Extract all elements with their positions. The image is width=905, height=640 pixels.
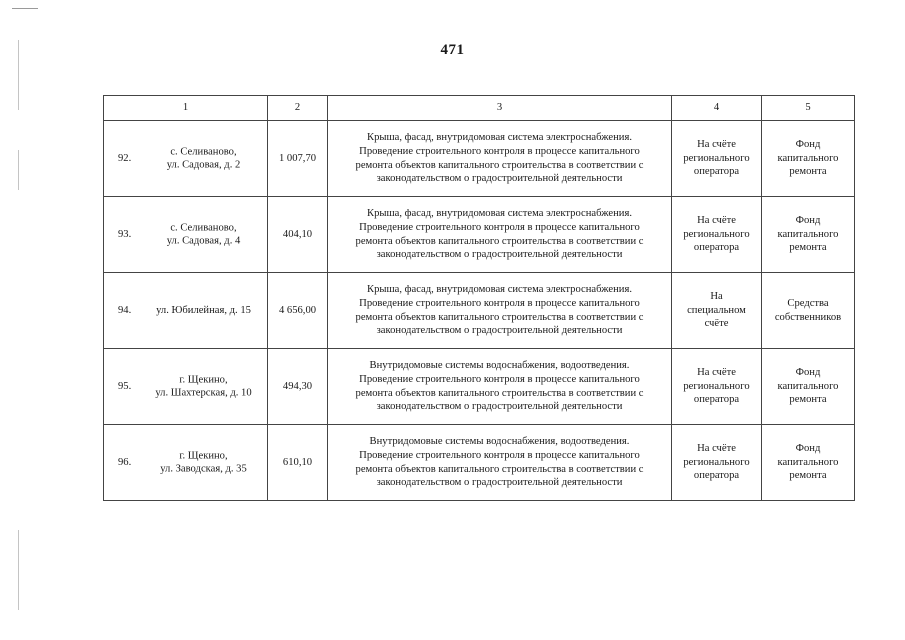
funding-source-cell — [762, 349, 855, 425]
works-cell — [328, 121, 672, 197]
text-line: Проведение строительного контроля в процессе капитального — [359, 449, 640, 461]
works-cell — [328, 197, 672, 273]
text-line: специальном — [687, 304, 746, 316]
area-cell: 404,10 — [268, 197, 328, 273]
scan-mark — [18, 530, 19, 610]
row-number: 93. — [118, 228, 132, 240]
table-row — [104, 273, 855, 349]
text-line: ремонта — [789, 470, 827, 482]
funding-source-cell — [762, 121, 855, 197]
column-header: 2 — [268, 96, 328, 121]
text-line: На — [710, 291, 723, 303]
text-line: Проведение строительного контроля в процессе капитального — [359, 297, 640, 309]
text-line: ул. Садовая, д. 4 — [166, 235, 241, 247]
address-cell — [104, 349, 268, 425]
address-cell — [104, 121, 268, 197]
text-line: Крыша, фасад, внутридомовая система электроснабжения. — [367, 132, 632, 144]
table-row — [104, 349, 855, 425]
row-number: 92. — [118, 152, 132, 164]
text-line: г. Щекино, — [179, 373, 228, 385]
text-line: ул. Садовая, д. 2 — [166, 159, 241, 171]
text-line: регионального — [683, 456, 750, 468]
text-line: Средства — [787, 297, 829, 309]
funding-source-cell — [762, 197, 855, 273]
area-cell: 610,10 — [268, 425, 328, 501]
address — [146, 373, 261, 400]
table-body — [104, 121, 855, 501]
text-line: Фонд — [795, 443, 821, 455]
text-line: ремонта объектов капитального строительства в соответствии с — [355, 311, 644, 323]
address — [146, 221, 261, 248]
account-cell — [672, 121, 762, 197]
column-header: 4 — [672, 96, 762, 121]
address-cell — [104, 197, 268, 273]
address-cell — [104, 425, 268, 501]
table-row — [104, 121, 855, 197]
scan-mark — [18, 150, 19, 190]
text-line: ремонта — [789, 242, 827, 254]
area-cell: 4 656,00 — [268, 273, 328, 349]
scan-mark — [12, 8, 38, 9]
address — [146, 449, 261, 476]
column-header: 3 — [328, 96, 672, 121]
text-line: ремонта — [789, 166, 827, 178]
page-number: 471 — [440, 42, 465, 58]
text-line: ремонта объектов капитального строительства в соответствии с — [355, 235, 644, 247]
text-line: ремонта объектов капитального строительства в соответствии с — [355, 463, 644, 475]
text-line: с. Селиваново, — [170, 145, 237, 157]
account-cell — [672, 273, 762, 349]
text-line: ул. Юбилейная, д. 15 — [156, 304, 251, 316]
table-row — [104, 197, 855, 273]
row-number: 96. — [118, 456, 132, 468]
address-cell — [104, 273, 268, 349]
text-line: капитального — [777, 152, 839, 164]
text-line: законодательством о градостроительной деятельности — [376, 477, 623, 489]
account-cell — [672, 425, 762, 501]
works-cell — [328, 425, 672, 501]
text-line: с. Селиваново, — [170, 221, 237, 233]
works-cell — [328, 349, 672, 425]
table-row — [104, 425, 855, 501]
text-line: Проведение строительного контроля в процессе капитального — [359, 221, 640, 233]
table-header-row — [104, 96, 855, 121]
text-line: счёте — [704, 318, 729, 330]
account-cell — [672, 349, 762, 425]
column-header: 1 — [104, 96, 268, 121]
row-number: 95. — [118, 380, 132, 392]
address — [146, 304, 261, 318]
text-line: оператора — [693, 470, 740, 482]
text-line: ремонта — [789, 394, 827, 406]
text-line: оператора — [693, 394, 740, 406]
text-line: регионального — [683, 152, 750, 164]
text-line: г. Щекино, — [179, 449, 228, 461]
text-line: ремонта объектов капитального строительства в соответствии с — [355, 159, 644, 171]
text-line: Фонд — [795, 139, 821, 151]
text-line: регионального — [683, 228, 750, 240]
text-line: Крыша, фасад, внутридомовая система электроснабжения. — [367, 284, 632, 296]
text-line: законодательством о градостроительной деятельности — [376, 401, 623, 413]
row-number: 94. — [118, 304, 132, 316]
text-line: Проведение строительного контроля в процессе капитального — [359, 145, 640, 157]
text-line: Внутридомовые системы водоснабжения, водоотведения. — [369, 436, 630, 448]
text-line: На счёте — [697, 215, 736, 227]
text-line: Крыша, фасад, внутридомовая система электроснабжения. — [367, 208, 632, 220]
area-cell: 1 007,70 — [268, 121, 328, 197]
text-line: оператора — [693, 166, 740, 178]
text-line: капитального — [777, 228, 839, 240]
text-line: На счёте — [697, 139, 736, 151]
text-line: законодательством о градостроительной деятельности — [376, 325, 623, 337]
text-line: собственников — [774, 311, 842, 323]
works-cell — [328, 273, 672, 349]
works-table — [103, 95, 855, 501]
text-line: регионального — [683, 380, 750, 392]
text-line: Проведение строительного контроля в процессе капитального — [359, 373, 640, 385]
text-line: ремонта объектов капитального строительства в соответствии с — [355, 387, 644, 399]
text-line: Внутридомовые системы водоснабжения, водоотведения. — [369, 360, 630, 372]
text-line: Фонд — [795, 367, 821, 379]
column-header: 5 — [762, 96, 855, 121]
text-line: ул. Шахтерская, д. 10 — [155, 387, 252, 399]
address — [146, 145, 261, 172]
text-line: капитального — [777, 456, 839, 468]
area-cell: 494,30 — [268, 349, 328, 425]
text-line: капитального — [777, 380, 839, 392]
text-line: законодательством о градостроительной деятельности — [376, 173, 623, 185]
funding-source-cell — [762, 425, 855, 501]
text-line: ул. Заводская, д. 35 — [160, 463, 247, 475]
text-line: законодательством о градостроительной деятельности — [376, 249, 623, 261]
text-line: На счёте — [697, 367, 736, 379]
text-line: На счёте — [697, 443, 736, 455]
text-line: оператора — [693, 242, 740, 254]
text-line: Фонд — [795, 215, 821, 227]
funding-source-cell — [762, 273, 855, 349]
account-cell — [672, 197, 762, 273]
